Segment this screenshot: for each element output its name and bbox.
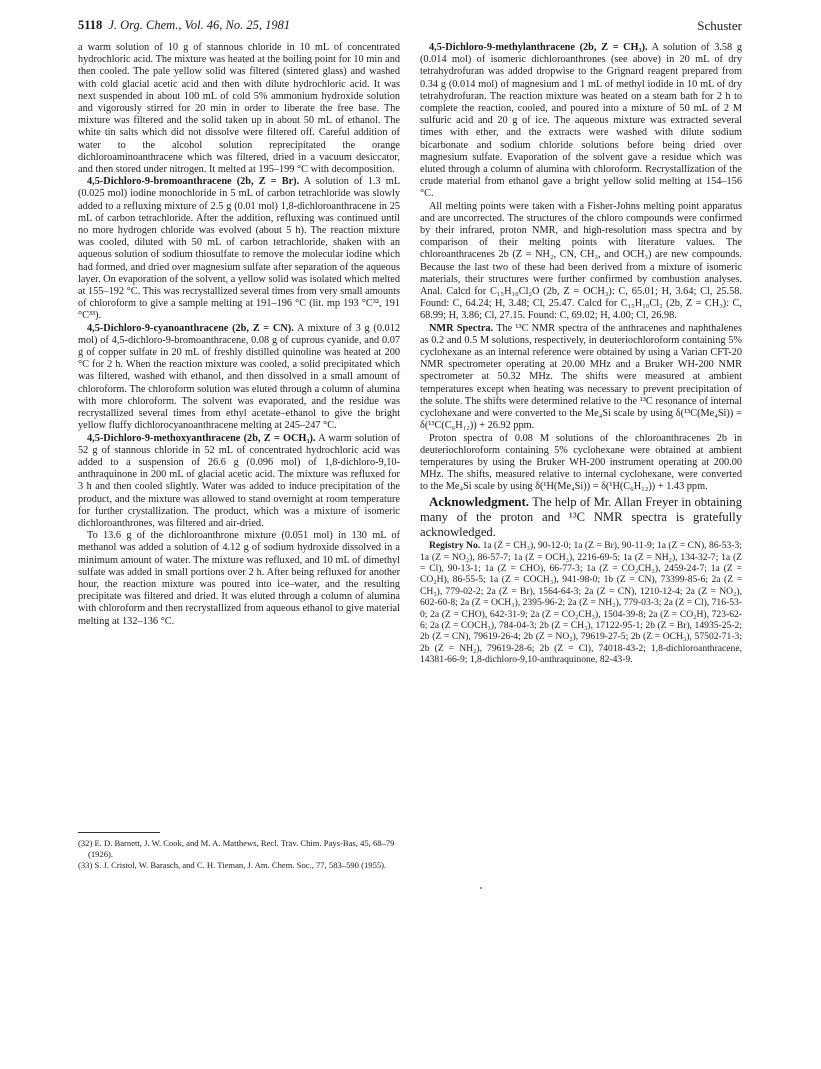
footnote-rule (78, 832, 160, 833)
paragraph: a warm solution of 10 g of stannous chloride in 10 mL of concentrated hydrochloric acid. The mixture was heated at the boiling point for 10 min and then cooled. The pale yellow solid was filtered (sintered glass) and washed with cold glacial acetic acid and then with dilute hydrochloric acid. It was next suspended in about 100 mL of cold 5% ammonium hydroxide solution and vigorously stirred for 20 min in order to liberate the free base. The mixture was filtered and the solid taken up in about 50 mL of ethanol. The white tin salts which did not dissolve were filtered off. Careful addition of water to the alcohol solution reprecipitated the orange dichloroaminoanthracene which was filtered, dried in a vacuum desiccator, and then stored under nitrogen. It melted at 195–199 °C with decomposition. (78, 42, 400, 176)
paragraph (420, 42, 742, 201)
acknowledgment-body: The help of Mr. Allan Freyer in obtaining many of the proton and ¹³C NMR spectra is gratefully acknowledged. (420, 494, 743, 539)
paragraph: Proton spectra of 0.08 M solutions of the chloroanthracenes 2b in deuteriochloroform containing 5% cyclohexane were obtained at ambient temperatures by using the Bruker WH-200 instrument operating at 200.00 MHz. The shifts, measured relative to internal cyclohexane, were converted to the Me₄Si scale by using δ(¹H(Me₄Si)) = δ(¹H(C₆H₁₂)) + 1.43 ppm. (420, 432, 742, 493)
paragraph (420, 323, 742, 433)
paragraph (78, 323, 400, 433)
page-speck (480, 887, 482, 889)
page-number: 5118 (78, 18, 103, 32)
section-heading: 4,5-Dichloro-9-bromoanthracene (2b, Z = Br). (87, 176, 300, 188)
acknowledgment-heading: Acknowledgment. (429, 493, 530, 509)
journal-citation: J. Org. Chem., Vol. 46, No. 25, 1981 (108, 18, 291, 32)
section-heading: 4,5-Dichloro-9-methylanthracene (2b, Z = CH₃). (429, 42, 648, 53)
left-column (78, 42, 400, 628)
footnotes (78, 832, 400, 872)
paragraph: All melting points were taken with a Fisher-Johns melting point apparatus and are uncorrected. The structures of the chloro compounds were confirmed by their infrared, proton NMR, and high-resolution mass spectra and by comparison of their melting points with literature values. The chloroanthracenes 2b (Z = NH₂, CN, CH₃, and OCH₃) are new compounds. Because the last two of these had been derived from a mixture of isomeric materials, their structures were further confirmed by combustion analyses. Anal. Calcd for C₁₅H₁₀Cl₂O (2b, Z = OCH₃): C, 65.01; H, 3.64; Cl, 25.58. Found: C, 64.24; H, 3.48; Cl, 25.47. Calcd for C₁₅H₁₀Cl₂ (2b, Z = CH₃): C, 68.99; H, 3.86; Cl, 27.15. Found: C, 69.02; H, 4.00; Cl, 26.98. (420, 200, 742, 322)
section-heading: NMR Spectra. (429, 322, 494, 334)
paragraph-body: A warm solution of 52 g of stannous chloride in 52 mL of concentrated hydrochloric acid was added to a suspension of 26.6 g (0.096 mol) of 1,8-dichloro-9,10-anthraquinone in 200 mL of glacial acetic acid. The mixture was refluxed for 3 h and then cooled slightly. Water was added to induce precipitation of the product, and the mixture was allowed to stand overnight at room temperature for further crystallization. The product, which was a mixture of isomeric dichloroanthrones, was filtered and air-dried. (78, 432, 401, 529)
header-author: Schuster (697, 18, 742, 33)
paragraph-body: A solution of 1.3 mL (0.025 mol) iodine monochloride in 5 mL of carbon tetrachloride was slowly added to a refluxing mixture of 2.5 g (0.01 mol) 1,8-dichloroanthracene in 25 mL of carbon tetrachloride. After the addition, refluxing was continued until no more hydrogen chloride was evolved (about 5 h). The reaction mixture was cooled, diluted with 50 mL of carbon tetrachloride, shaken with an aqueous solution of sodium thiosulfate to remove the molecular iodine which had formed, and dried over magnesium sulfate after separation of the aqueous layer. On evaporation of the solvent, a yellow solid was isolated which melted at 155–192 °C. This was recrystallized several times from very small amounts of chloroform to give a sample melting at 191–196 °C (lit. mp 193 °C³², 191 °C³³). (78, 176, 400, 322)
registry-body: 1a (Z = CH₃), 90-12-0; 1a (Z = Br), 90-11-9; 1a (Z = CN), 86-53-3; 1a (Z = NO₂), 86-57-7; 1a (Z = OCH₃), 2216-69-5; 1a (Z = NH₂), 134-32-7; 1a (Z = Cl), 90-13-1; 1a (Z = CHO), 66-77-3; 1a (Z = CO₂CH₃), 2459-24-7; 1a (Z = CO₂H), 86-55-5; 1a (Z = COCH₃), 941-98-0; 1b (Z = CN), 73399-85-6; 2a (Z = CH₃), 779-02-2; 2a (Z = Br), 1564-64-3; 2a (Z = CN), 1210-12-4; 2a (Z = NO₂), 602-60-8; 2a (Z = OCH₃), 2395-96-2; 2a (Z = NH₂), 779-03-3; 2a (Z = Cl), 716-53-0; 2a (Z = CHO), 642-31-9; 2a (Z = CO₂CH₃), 1504-39-8; 2a (Z = CO₂H), 723-62-6; 2a (Z = COCH₃), 784-04-3; 2b (Z = CH₃), 17122-95-1; 2b (Z = Br), 14935-25-2; 2b (Z = CN), 79619-26-4; 2b (Z = NO₂), 79619-27-5; 2b (Z = OCH₃), 57502-71-3; 2b (Z = NH₂), 79619-28-6; 2b (Z = Cl), 74018-43-2; 1,8-dichloroanthracene, 14381-66-9; 1,8-dichloro-9,10-anthraquinone, 82-43-9. (420, 540, 743, 666)
paragraph-body: The ¹³C NMR spectra of the anthracenes and naphthalenes as 0.2 and 0.5 M solutions, respectively, in deuteriochloroform containing 5% cyclohexane as an internal reference were obtained by using a Varian CFT-20 NMR spectrometer operating at 20.00 MHz and a Bruker WH-200 NMR spectrometer at 50.32 MHz. The shifts were measured at ambient temperatures except when heating was necessary to prevent precipitation of the solute. The shifts were determined relative to the ¹³C resonance of internal cyclohexane and were converted to the Me₄Si scale by using δ(¹³C(Me₄Si)) = δ(¹³C(C₆H₁₂)) + 26.92 ppm. (420, 322, 743, 432)
paragraph-body: A solution of 3.58 g (0.014 mol) of isomeric dichloroanthrones (see above) in 20 mL of dry tetrahydrofuran was added dropwise to the Grignard reagent prepared from 0.34 g (0.014 mol) of magnesium and 1 mL of methyl iodide in 10 mL of dry tetrahydrofuran. The reaction mixture was heated on a steam bath for 2 h to complete the reaction, cooled, and poured into a mixture of 50 mL of 2 M sulfuric acid and 20 g of ice. The aqueous mixture was extracted several times with ether, and the extracts were washed with dilute sodium bicarbonate and sodium chloride solutions before being dried over magnesium sulfate. Evaporation of the solvent gave a residue which was eluted through a column of alumina with chloroform. Recrystallization of the crude material from ethanol gave a bright yellow solid melting at 154–156 °C. (420, 42, 742, 200)
footnote: (32) E. D. Barnett, J. W. Cook, and M. A. Matthews, Recl. Trav. Chim. Pays-Bas, 45, 68–79 (1926). (78, 838, 395, 859)
header-left (78, 18, 290, 33)
footnote: (33) S. J. Cristol, W. Barasch, and C. H. Tieman, J. Am. Chem. Soc., 77, 583–590 (1955). (78, 860, 387, 871)
running-header (78, 18, 742, 36)
paragraph (78, 433, 400, 531)
paragraph-body: A mixture of 3 g (0.012 mol) of 4,5-dichloro-9-bromoanthracene, 0.08 g of cuprous cyanide, and 0.07 g of copper sulfate in 20 mL of freshly distilled quinoline was heated at 200 °C for 2 h. When the reaction mixture was cooled, a solid precipitated which was filtered, washed with ethanol, and then dissolved in a small amount of chloroform. The chloroform solution was eluted through a column of alumina with more chloroform. The solvent was evaporated, and the residue was recrystallized several times from ethyl acetate–ethanol to give the bright yellow fluffy dichlorocyanoanthracene melting at 245–247 °C. (78, 322, 400, 432)
acknowledgment (420, 494, 742, 541)
section-heading: 4,5-Dichloro-9-methoxyanthracene (2b, Z = OCH₃). (87, 432, 316, 444)
paragraph (78, 176, 400, 322)
registry-numbers (420, 540, 742, 665)
section-heading: 4,5-Dichloro-9-cyanoanthracene (2b, Z = CN). (87, 322, 294, 334)
paragraph: To 13.6 g of the dichloroanthrone mixture (0.051 mol) in 130 mL of methanol was added a solution of 4.12 g of sodium hydroxide dissolved in a minimum amount of water. The mixture was refluxed, and 10 mL of dimethyl sulfate was added in small portions over 2 h. After being refluxed for another hour, the reaction mixture was poured into ice–water, and the resulting precipitate was filtered and dried. It was eluted through a column of alumina with chloroform and then recrystallized from aqueous ethanol to give material melting at 132–136 °C. (78, 530, 400, 627)
registry-heading: Registry No. (429, 540, 481, 552)
right-column (420, 42, 742, 666)
